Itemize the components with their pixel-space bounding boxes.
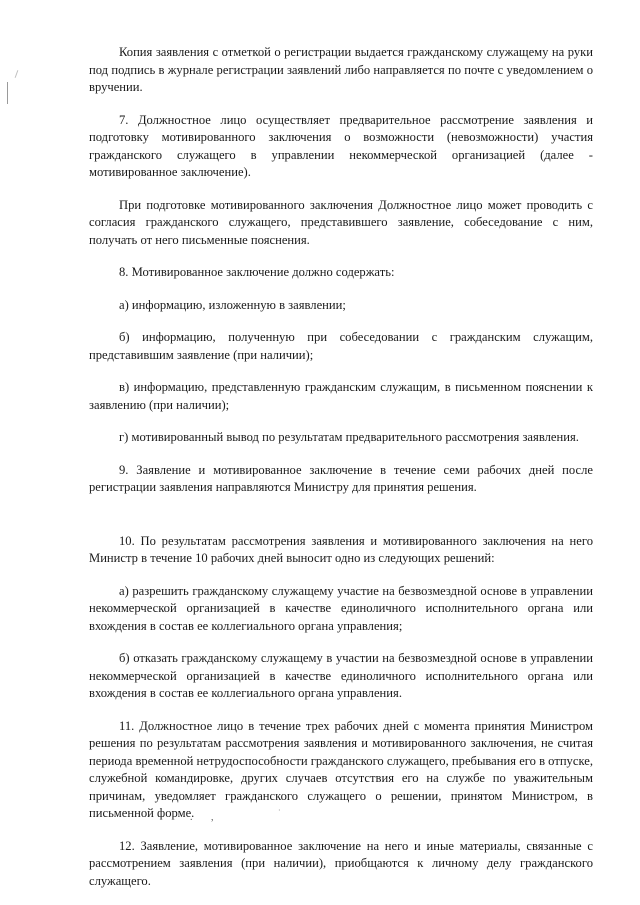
- scan-speck: ·: [278, 806, 281, 815]
- paragraph-10-decision: 10. По результатам рассмотрения заявления и мотивированного заключения на него Министр в течение 10 рабочих дней выносит одно из следующих решений:: [89, 533, 593, 565]
- document-page: [89, 44, 593, 905]
- paragraph-copy-issuance: Копия заявления с отметкой о регистрации выдается гражданскому служащему на руки под подпись в журнале регистрации заявлений либо направляется по почте с уведомлением о вручении.: [89, 45, 593, 94]
- paragraph-interview: При подготовке мотивированного заключения Должностное лицо может проводить с согласия гражданского служащего, представившего заявление, собеседование с ним, получать от него письменные пояснения.: [89, 197, 593, 247]
- margin-scan-mark: [15, 70, 19, 78]
- decision-item-a: а) разрешить гражданскому служащему участие на безвозмездной основе в управлении некоммерческой организацией в качестве единоличного исполнительного органа или вхождения в состав ее коллегиального органа управления;: [89, 583, 593, 633]
- paragraph-8-contents: 8. Мотивированное заключение должно содержать:: [119, 265, 395, 279]
- list-item-v: в) информацию, представленную гражданским служащим, в письменном пояснении к заявлению (при наличии);: [89, 380, 593, 412]
- paragraph-12-personal-file: 12. Заявление, мотивированное заключение на него и иные материалы, связанные с рассмотрением заявления (при наличии), приобщаются к личному делу гражданского служащего.: [89, 838, 593, 888]
- list-item-g: г) мотивированный вывод по результатам предварительного рассмотрения заявления.: [119, 430, 579, 444]
- list-item-a: а) информацию, изложенную в заявлении;: [119, 297, 346, 312]
- margin-scan-mark: [7, 82, 8, 104]
- decision-item-b: б) отказать гражданскому служащему в участии на безвозмездной основе в управлении некоммерческой организацией в качестве единоличного исполнительного органа или вхождения в состав ее коллегиального органа управления.: [89, 651, 593, 700]
- list-item-b: б) информацию, полученную при собеседовании с гражданским служащим, представившим заявление (при наличии);: [89, 330, 593, 362]
- scan-speck: . ,: [190, 812, 222, 823]
- paragraph-7-preliminary-review: 7. Должностное лицо осуществляет предварительное рассмотрение заявления и подготовку мотивированного заключения о возможности (невозможности) участия гражданского служащего в управлении некоммерческой организацией (далее - мотивированное заключение).: [89, 112, 593, 179]
- paragraph-11-notification: 11. Должностное лицо в течение трех рабочих дней с момента принятия Министром решения по результатам рассмотрения заявления и мотивированного заключения, не считая периода временной нетрудоспособности гражданского служащего, пребывания его в отпуске, служебной командировке, других случаев отсутствия его на службе по уважительным причинам, уведомляет гражданского служащего о решении, принятом Министром, в письменной форме.: [89, 718, 593, 820]
- paragraph-9-submission: 9. Заявление и мотивированное заключение в течение семи рабочих дней после регистрации заявления направляются Министру для принятия решения.: [89, 462, 593, 494]
